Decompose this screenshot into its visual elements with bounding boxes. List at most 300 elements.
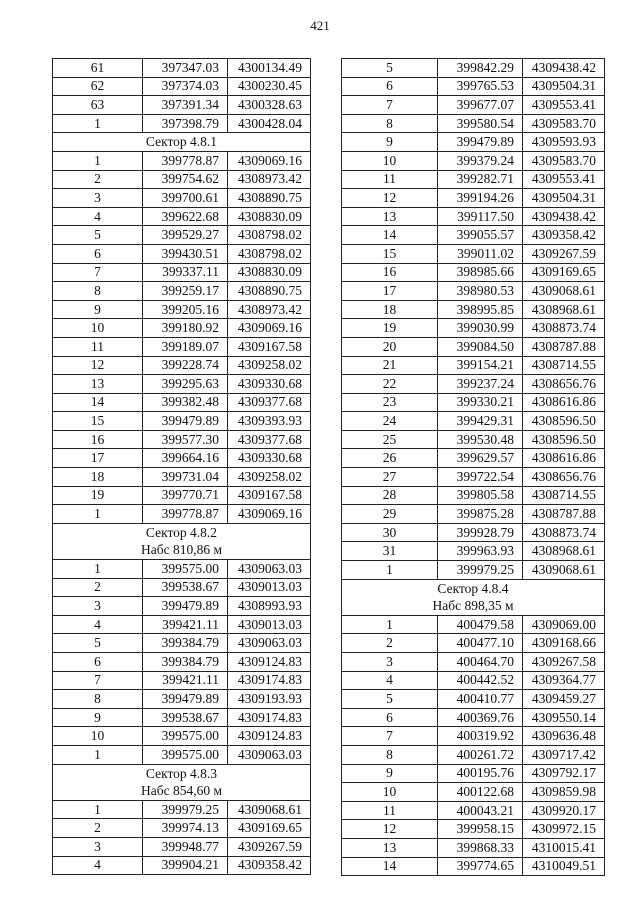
point-number-cell: 7	[342, 727, 438, 746]
point-number-cell: 9	[53, 708, 143, 727]
y-coordinate-cell: 4309174.83	[228, 708, 311, 727]
x-coordinate-cell: 399384.79	[143, 634, 228, 653]
x-coordinate-cell: 400464.70	[438, 653, 523, 672]
table-row	[53, 114, 311, 133]
section-title: Сектор 4.8.1	[145, 134, 218, 150]
y-coordinate-cell: 4308798.02	[228, 226, 311, 245]
y-coordinate-cell: 4309193.93	[228, 690, 311, 709]
table-row	[342, 430, 605, 449]
y-coordinate-cell: 4309069.16	[228, 151, 311, 170]
x-coordinate-cell: 399430.51	[143, 244, 228, 263]
y-coordinate-cell: 4308968.61	[523, 542, 605, 561]
point-number-cell: 4	[53, 615, 143, 634]
point-number-cell: 4	[53, 207, 143, 226]
x-coordinate-cell: 399928.79	[438, 523, 523, 542]
x-coordinate-cell: 399479.89	[143, 597, 228, 616]
table-row	[342, 634, 605, 653]
table-row	[53, 412, 311, 431]
x-coordinate-cell: 399868.33	[438, 838, 523, 857]
point-number-cell: 1	[53, 800, 143, 819]
x-coordinate-cell: 399084.50	[438, 337, 523, 356]
section-header-row	[53, 764, 311, 800]
y-coordinate-cell: 4308656.76	[523, 468, 605, 487]
point-number-cell: 9	[342, 133, 438, 152]
point-number-cell: 1	[342, 615, 438, 634]
table-row	[342, 226, 605, 245]
y-coordinate-cell: 4308968.61	[523, 300, 605, 319]
x-coordinate-cell: 399731.04	[143, 468, 228, 487]
table-row	[342, 356, 605, 375]
y-coordinate-cell: 4309583.70	[523, 151, 605, 170]
point-number-cell: 6	[53, 653, 143, 672]
x-coordinate-cell: 397374.03	[143, 77, 228, 96]
table-row	[342, 505, 605, 524]
point-number-cell: 16	[342, 263, 438, 282]
section-title: Сектор 4.8.2	[145, 524, 218, 540]
y-coordinate-cell: 4300328.63	[228, 96, 311, 115]
x-coordinate-cell: 399575.00	[143, 745, 228, 764]
table-row	[342, 300, 605, 319]
table-row	[342, 282, 605, 301]
table-row	[342, 170, 605, 189]
x-coordinate-cell: 400122.68	[438, 783, 523, 802]
point-number-cell: 27	[342, 468, 438, 487]
table-row	[53, 263, 311, 282]
table-row	[342, 393, 605, 412]
y-coordinate-cell: 4309267.59	[523, 244, 605, 263]
x-coordinate-cell: 399770.71	[143, 486, 228, 505]
y-coordinate-cell: 4309364.77	[523, 671, 605, 690]
x-coordinate-cell: 399875.28	[438, 505, 523, 524]
y-coordinate-cell: 4309069.00	[523, 615, 605, 634]
section-header-row	[342, 579, 605, 615]
point-number-cell: 61	[53, 59, 143, 78]
point-number-cell: 11	[53, 337, 143, 356]
point-number-cell: 16	[53, 430, 143, 449]
table-row	[53, 653, 311, 672]
table-row	[53, 430, 311, 449]
x-coordinate-cell: 399538.67	[143, 578, 228, 597]
table-row	[342, 263, 605, 282]
x-coordinate-cell: 400195.76	[438, 764, 523, 783]
table-row	[53, 59, 311, 78]
table-row	[342, 486, 605, 505]
point-number-cell: 15	[53, 412, 143, 431]
point-number-cell: 18	[342, 300, 438, 319]
point-number-cell: 8	[342, 745, 438, 764]
point-number-cell: 13	[342, 838, 438, 857]
point-number-cell: 8	[53, 690, 143, 709]
table-row	[53, 226, 311, 245]
x-coordinate-cell: 400043.21	[438, 801, 523, 820]
x-coordinate-cell: 399979.25	[438, 561, 523, 580]
y-coordinate-cell: 4309583.70	[523, 114, 605, 133]
table-row	[53, 170, 311, 189]
y-coordinate-cell: 4309068.61	[228, 800, 311, 819]
x-coordinate-cell: 399774.65	[438, 857, 523, 876]
table-row	[53, 671, 311, 690]
y-coordinate-cell: 4309553.41	[523, 96, 605, 115]
x-coordinate-cell: 399577.30	[143, 430, 228, 449]
x-coordinate-cell: 399575.00	[143, 727, 228, 746]
table-row	[53, 468, 311, 487]
x-coordinate-cell: 399700.61	[143, 189, 228, 208]
x-coordinate-cell: 400477.10	[438, 634, 523, 653]
x-coordinate-cell: 399479.89	[438, 133, 523, 152]
y-coordinate-cell: 4309124.83	[228, 727, 311, 746]
point-number-cell: 10	[53, 319, 143, 338]
point-number-cell: 4	[53, 856, 143, 875]
point-number-cell: 6	[342, 77, 438, 96]
point-number-cell: 14	[342, 857, 438, 876]
y-coordinate-cell: 4309550.14	[523, 708, 605, 727]
y-coordinate-cell: 4309267.58	[523, 653, 605, 672]
point-number-cell: 17	[342, 282, 438, 301]
point-number-cell: 10	[342, 783, 438, 802]
table-row	[53, 745, 311, 764]
x-coordinate-cell: 399479.89	[143, 690, 228, 709]
x-coordinate-cell: 399904.21	[143, 856, 228, 875]
x-coordinate-cell: 399282.71	[438, 170, 523, 189]
section-header	[342, 579, 605, 615]
table-row	[342, 77, 605, 96]
y-coordinate-cell: 4309438.42	[523, 59, 605, 78]
y-coordinate-cell: 4300428.04	[228, 114, 311, 133]
y-coordinate-cell: 4308890.75	[228, 282, 311, 301]
table-row	[53, 837, 311, 856]
y-coordinate-cell: 4308830.09	[228, 263, 311, 282]
table-row	[342, 375, 605, 394]
y-coordinate-cell: 4309358.42	[228, 856, 311, 875]
y-coordinate-cell: 4309013.03	[228, 578, 311, 597]
point-number-cell: 12	[342, 820, 438, 839]
point-number-cell: 25	[342, 430, 438, 449]
point-number-cell: 5	[53, 226, 143, 245]
point-number-cell: 2	[53, 170, 143, 189]
x-coordinate-cell: 398985.66	[438, 263, 523, 282]
table-row	[342, 727, 605, 746]
y-coordinate-cell: 4309377.68	[228, 393, 311, 412]
x-coordinate-cell: 399237.24	[438, 375, 523, 394]
point-number-cell: 5	[342, 59, 438, 78]
x-coordinate-cell: 398980.53	[438, 282, 523, 301]
section-header-row	[53, 523, 311, 559]
x-coordinate-cell: 399958.15	[438, 820, 523, 839]
table-row	[342, 671, 605, 690]
point-number-cell: 12	[342, 189, 438, 208]
section-header	[53, 523, 311, 559]
x-coordinate-cell: 399722.54	[438, 468, 523, 487]
x-coordinate-cell: 399228.74	[143, 356, 228, 375]
table-row	[53, 560, 311, 579]
table-row	[53, 375, 311, 394]
point-number-cell: 1	[53, 745, 143, 764]
point-number-cell: 7	[53, 671, 143, 690]
point-number-cell: 3	[342, 653, 438, 672]
table-row	[342, 561, 605, 580]
y-coordinate-cell: 4309174.83	[228, 671, 311, 690]
table-row	[342, 412, 605, 431]
point-number-cell: 17	[53, 449, 143, 468]
point-number-cell: 19	[53, 486, 143, 505]
table-row	[53, 449, 311, 468]
table-row	[342, 783, 605, 802]
point-number-cell: 20	[342, 337, 438, 356]
y-coordinate-cell: 4309267.59	[228, 837, 311, 856]
table-row	[53, 800, 311, 819]
x-coordinate-cell: 399384.79	[143, 653, 228, 672]
x-coordinate-cell: 399538.67	[143, 708, 228, 727]
table-row	[53, 578, 311, 597]
y-coordinate-cell: 4308656.76	[523, 375, 605, 394]
y-coordinate-cell: 4309068.61	[523, 561, 605, 580]
table-row	[342, 207, 605, 226]
section-title: Сектор 4.8.3	[145, 765, 218, 781]
y-coordinate-cell: 4310049.51	[523, 857, 605, 876]
x-coordinate-cell: 399330.21	[438, 393, 523, 412]
table-row	[342, 189, 605, 208]
point-number-cell: 12	[53, 356, 143, 375]
table-row	[53, 505, 311, 524]
x-coordinate-cell: 399055.57	[438, 226, 523, 245]
x-coordinate-cell: 399189.07	[143, 337, 228, 356]
point-number-cell: 1	[53, 505, 143, 524]
y-coordinate-cell: 4308873.74	[523, 523, 605, 542]
y-coordinate-cell: 4309330.68	[228, 375, 311, 394]
x-coordinate-cell: 400261.72	[438, 745, 523, 764]
table-row	[53, 77, 311, 96]
y-coordinate-cell: 4309358.42	[523, 226, 605, 245]
y-coordinate-cell: 4309169.65	[523, 263, 605, 282]
x-coordinate-cell: 399778.87	[143, 505, 228, 524]
point-number-cell: 22	[342, 375, 438, 394]
table-row	[342, 820, 605, 839]
x-coordinate-cell: 399259.17	[143, 282, 228, 301]
point-number-cell: 18	[53, 468, 143, 487]
y-coordinate-cell: 4308973.42	[228, 170, 311, 189]
x-coordinate-cell: 399805.58	[438, 486, 523, 505]
x-coordinate-cell: 399479.89	[143, 412, 228, 431]
y-coordinate-cell: 4309013.03	[228, 615, 311, 634]
point-number-cell: 26	[342, 449, 438, 468]
x-coordinate-cell: 399974.13	[143, 819, 228, 838]
y-coordinate-cell: 4308873.74	[523, 319, 605, 338]
table-row	[53, 690, 311, 709]
y-coordinate-cell: 4300230.45	[228, 77, 311, 96]
point-number-cell: 2	[53, 578, 143, 597]
y-coordinate-cell: 4309167.58	[228, 486, 311, 505]
coordinates-table-left	[52, 58, 311, 875]
y-coordinate-cell: 4309504.31	[523, 189, 605, 208]
y-coordinate-cell: 4308616.86	[523, 393, 605, 412]
y-coordinate-cell: 4309553.41	[523, 170, 605, 189]
point-number-cell: 3	[53, 837, 143, 856]
table-row	[342, 708, 605, 727]
point-number-cell: 24	[342, 412, 438, 431]
x-coordinate-cell: 399429.31	[438, 412, 523, 431]
point-number-cell: 1	[53, 151, 143, 170]
point-number-cell: 19	[342, 319, 438, 338]
y-coordinate-cell: 4309920.17	[523, 801, 605, 820]
point-number-cell: 4	[342, 671, 438, 690]
x-coordinate-cell: 400442.52	[438, 671, 523, 690]
point-number-cell: 6	[53, 244, 143, 263]
point-number-cell: 63	[53, 96, 143, 115]
point-number-cell: 13	[342, 207, 438, 226]
x-coordinate-cell: 399575.00	[143, 560, 228, 579]
x-coordinate-cell: 399421.11	[143, 615, 228, 634]
table-row	[53, 615, 311, 634]
table-row	[53, 727, 311, 746]
y-coordinate-cell: 4309124.83	[228, 653, 311, 672]
table-row	[342, 615, 605, 634]
table-row	[53, 356, 311, 375]
table-body-right	[342, 59, 605, 876]
table-row	[53, 393, 311, 412]
table-row	[342, 764, 605, 783]
table-row	[342, 801, 605, 820]
table-row	[342, 151, 605, 170]
x-coordinate-cell: 400369.76	[438, 708, 523, 727]
x-coordinate-cell: 399754.62	[143, 170, 228, 189]
y-coordinate-cell: 4308973.42	[228, 300, 311, 319]
x-coordinate-cell: 399421.11	[143, 671, 228, 690]
y-coordinate-cell: 4309593.93	[523, 133, 605, 152]
x-coordinate-cell: 399337.11	[143, 263, 228, 282]
y-coordinate-cell: 4309859.98	[523, 783, 605, 802]
y-coordinate-cell: 4309063.03	[228, 560, 311, 579]
point-number-cell: 31	[342, 542, 438, 561]
point-number-cell: 13	[53, 375, 143, 394]
table-row	[342, 337, 605, 356]
y-coordinate-cell: 4309063.03	[228, 745, 311, 764]
x-coordinate-cell: 399154.21	[438, 356, 523, 375]
point-number-cell: 5	[53, 634, 143, 653]
section-title: Сектор 4.8.4	[437, 580, 509, 596]
x-coordinate-cell: 399765.53	[438, 77, 523, 96]
y-coordinate-cell: 4309167.58	[228, 337, 311, 356]
y-coordinate-cell: 4308798.02	[228, 244, 311, 263]
point-number-cell: 11	[342, 170, 438, 189]
table-row	[342, 449, 605, 468]
section-header-row	[53, 133, 311, 152]
x-coordinate-cell: 399382.48	[143, 393, 228, 412]
y-coordinate-cell: 4310015.41	[523, 838, 605, 857]
table-row	[53, 319, 311, 338]
y-coordinate-cell: 4309169.65	[228, 819, 311, 838]
x-coordinate-cell: 398995.85	[438, 300, 523, 319]
point-number-cell: 3	[53, 597, 143, 616]
y-coordinate-cell: 4308596.50	[523, 412, 605, 431]
x-coordinate-cell: 399117.50	[438, 207, 523, 226]
table-row	[342, 838, 605, 857]
x-coordinate-cell: 399379.24	[438, 151, 523, 170]
y-coordinate-cell: 4309063.03	[228, 634, 311, 653]
point-number-cell: 14	[53, 393, 143, 412]
y-coordinate-cell: 4309069.16	[228, 319, 311, 338]
x-coordinate-cell: 397391.34	[143, 96, 228, 115]
table-row	[53, 282, 311, 301]
y-coordinate-cell: 4309972.15	[523, 820, 605, 839]
y-coordinate-cell: 4308714.55	[523, 486, 605, 505]
section-header	[53, 764, 311, 800]
x-coordinate-cell: 399205.16	[143, 300, 228, 319]
y-coordinate-cell: 4308596.50	[523, 430, 605, 449]
y-coordinate-cell: 4308787.88	[523, 505, 605, 524]
point-number-cell: 8	[342, 114, 438, 133]
table-row	[342, 857, 605, 876]
x-coordinate-cell: 399530.48	[438, 430, 523, 449]
table-row	[342, 523, 605, 542]
x-coordinate-cell: 399295.63	[143, 375, 228, 394]
point-number-cell: 5	[342, 690, 438, 709]
x-coordinate-cell: 399948.77	[143, 837, 228, 856]
section-elevation: Набс 898,35 м	[432, 598, 514, 614]
x-coordinate-cell: 399180.92	[143, 319, 228, 338]
point-number-cell: 30	[342, 523, 438, 542]
table-row	[342, 319, 605, 338]
y-coordinate-cell: 4309069.16	[228, 505, 311, 524]
x-coordinate-cell: 399580.54	[438, 114, 523, 133]
x-coordinate-cell: 399963.93	[438, 542, 523, 561]
y-coordinate-cell: 4309393.93	[228, 412, 311, 431]
point-number-cell: 3	[53, 189, 143, 208]
x-coordinate-cell: 399194.26	[438, 189, 523, 208]
x-coordinate-cell: 397398.79	[143, 114, 228, 133]
point-number-cell: 29	[342, 505, 438, 524]
table-row	[342, 653, 605, 672]
y-coordinate-cell: 4308787.88	[523, 337, 605, 356]
point-number-cell: 10	[342, 151, 438, 170]
x-coordinate-cell: 400410.77	[438, 690, 523, 709]
y-coordinate-cell: 4309459.27	[523, 690, 605, 709]
x-coordinate-cell: 399622.68	[143, 207, 228, 226]
y-coordinate-cell: 4309717.42	[523, 745, 605, 764]
y-coordinate-cell: 4308714.55	[523, 356, 605, 375]
x-coordinate-cell: 399030.99	[438, 319, 523, 338]
point-number-cell: 9	[53, 300, 143, 319]
y-coordinate-cell: 4309438.42	[523, 207, 605, 226]
point-number-cell: 23	[342, 393, 438, 412]
point-number-cell: 9	[342, 764, 438, 783]
point-number-cell: 7	[342, 96, 438, 115]
y-coordinate-cell: 4309504.31	[523, 77, 605, 96]
point-number-cell: 7	[53, 263, 143, 282]
section-elevation: Набс 854,60 м	[140, 783, 223, 799]
coordinates-table-right	[341, 58, 605, 876]
table-row	[53, 634, 311, 653]
point-number-cell: 28	[342, 486, 438, 505]
table-row	[53, 337, 311, 356]
table-row	[342, 244, 605, 263]
y-coordinate-cell: 4309258.02	[228, 468, 311, 487]
table-row	[53, 189, 311, 208]
table-row	[53, 207, 311, 226]
point-number-cell: 1	[342, 561, 438, 580]
table-row	[342, 745, 605, 764]
table-row	[342, 114, 605, 133]
y-coordinate-cell: 4300134.49	[228, 59, 311, 78]
table-row	[53, 597, 311, 616]
y-coordinate-cell: 4309068.61	[523, 282, 605, 301]
table-row	[53, 819, 311, 838]
y-coordinate-cell: 4308993.93	[228, 597, 311, 616]
x-coordinate-cell: 400479.58	[438, 615, 523, 634]
point-number-cell: 15	[342, 244, 438, 263]
x-coordinate-cell: 400319.92	[438, 727, 523, 746]
y-coordinate-cell: 4309792.17	[523, 764, 605, 783]
table-row	[53, 300, 311, 319]
